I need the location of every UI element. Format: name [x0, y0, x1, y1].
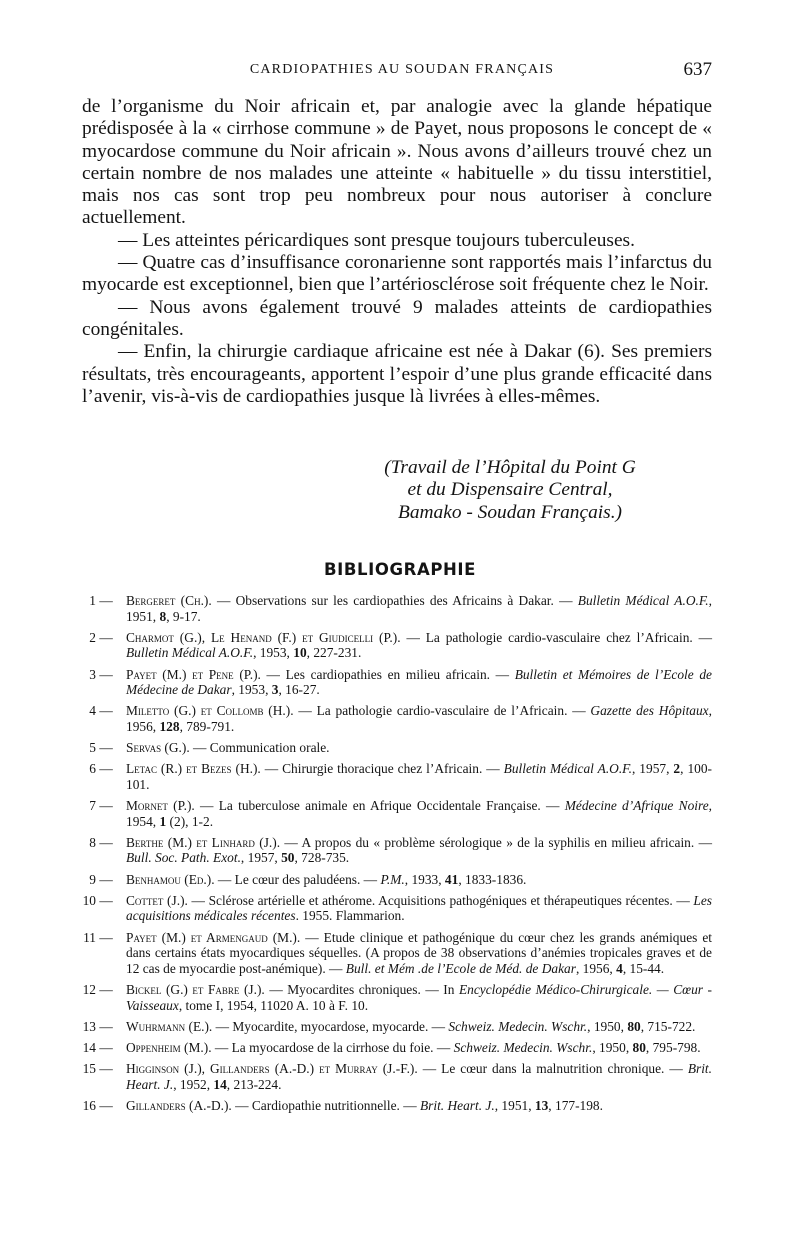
reference-pages: , 789-791.	[179, 718, 235, 734]
reference-title: — Etude clinique et pathogénique du cœur chez les grands anémiques et dans certains états myocardiques séquelles. (A propos de 38 observations d’anémies tropicales graves et de 12 cas de myocardie post-anémique). —	[126, 929, 713, 976]
reference-volume: 10	[293, 645, 307, 661]
reference-pages: , 1833-1836.	[458, 871, 527, 887]
reference-volume: 13	[534, 1097, 549, 1113]
reference-year: , 1953,	[253, 645, 294, 661]
reference-item	[82, 1061, 712, 1092]
reference-title: — Cardiopathie nutritionnelle. —	[231, 1097, 420, 1113]
reference-pages: , 9-17.	[166, 608, 201, 624]
reference-title: — Les cardiopathies en milieu africain. —	[260, 666, 515, 682]
reference-authors: Berthe (M.) et Linhard (J.).	[126, 834, 281, 850]
reference-number-label: 10	[82, 892, 96, 908]
reference-item	[82, 982, 712, 1013]
reference-pages: , 15-44.	[622, 960, 665, 976]
reference-title: — Myocardite, myocardose, myocarde. —	[212, 1018, 449, 1034]
reference-item	[82, 740, 712, 756]
reference-number-label: 6	[89, 761, 96, 777]
reference-year: , 1953,	[231, 682, 272, 698]
reference-volume: 41	[444, 871, 459, 887]
reference-year: , 1957,	[240, 850, 282, 866]
reference-authors: Payet (M.) et Pene (P.).	[126, 666, 261, 682]
reference-journal: Bull. Soc. Path. Exot.	[126, 850, 241, 866]
body-text	[82, 96, 712, 408]
reference-number: 9 —	[82, 872, 113, 888]
body-paragraph: — Les atteintes péricardiques sont presque toujours tuberculeuses.	[118, 229, 635, 251]
reference-item	[82, 1098, 712, 1114]
reference-volume: 80	[627, 1018, 641, 1034]
reference-authors: Letac (R.) et Bezes (H.).	[126, 761, 261, 777]
reference-list	[82, 593, 712, 1119]
reference-title: — Communication orale.	[189, 740, 330, 756]
reference-volume: 2	[673, 761, 681, 777]
reference-number: 7 —	[82, 798, 113, 814]
reference-year: , 1950,	[592, 1039, 633, 1055]
reference-item	[82, 893, 712, 924]
reference-title: — La pathologie cardio-vasculaire de l’Africain. —	[293, 703, 591, 719]
reference-number: 13 —	[82, 1018, 113, 1034]
reference-pages: , 227-231.	[306, 645, 362, 661]
reference-number: 10 —	[82, 892, 113, 908]
reference-number: 4 —	[82, 703, 113, 719]
reference-title: — Sclérose artérielle et athérome. Acquisitions pathogéniques et thérapeutiques récentes. —	[187, 892, 694, 908]
body-paragraph: — Nous avons également trouvé 9 malades atteints de cardiopathies congénitales.	[82, 296, 712, 340]
reference-item	[82, 1040, 712, 1056]
reference-item	[82, 930, 712, 977]
reference-volume: 50	[281, 850, 295, 866]
reference-number-label: 11	[83, 929, 96, 945]
reference-pages: (2), 1-2.	[166, 813, 214, 829]
running-title: CARDIOPATHIES AU SOUDAN FRANÇAIS	[249, 62, 555, 77]
reference-item	[82, 703, 712, 734]
reference-title: — La pathologie cardio-vasculaire chez l’Africain. —	[400, 629, 712, 645]
body-paragraph: — Quatre cas d’insuffisance coronarienne sont rapportés mais l’infarctus du myocarde est exceptionnel, bien que l’artériosclérose soit fréquente chez le Noir.	[82, 252, 712, 296]
reference-journal: Brit. Heart. J.	[126, 1061, 712, 1092]
reference-authors: Oppenheim (M.).	[126, 1039, 212, 1055]
reference-journal: Bulletin et Mémoires de l’Ecole de Médecine de Dakar	[126, 666, 712, 698]
reference-number-label: 12	[82, 982, 96, 997]
reference-number: 5 —	[82, 740, 113, 756]
reference-journal: Les acquisitions médicales récentes	[126, 892, 712, 924]
reference-number-label: 14	[82, 1039, 96, 1055]
reference-number: 8 —	[82, 835, 113, 851]
reference-authors: Payet (M.) et Armengaud (M.).	[126, 929, 301, 945]
reference-year: , 1954,	[126, 798, 713, 829]
reference-journal: Bull. et Mém .de l’Ecole de Méd. de Dakar	[345, 960, 576, 976]
page-number: 637	[683, 59, 712, 80]
reference-year: , 1951,	[126, 593, 712, 624]
reference-volume: 14	[213, 1076, 227, 1092]
body-paragraph: de l’organisme du Noir africain et, par analogie avec la glande hépatique prédisposée à la « cirrhose commune » de Payet, nous proposons le concept de « myocardose commune du Noir africain ». Nous avons d’ailleurs trouvé chez un certain nombre de nos malades une atteinte « habituelle » du tissu interstitiel, mais nos cas sont trop peu nombreux pour nous autoriser à conclure actuellement.	[82, 96, 712, 229]
reference-title: — La tuberculose animale en Afrique Occidentale Française. —	[194, 798, 565, 814]
reference-journal: Bulletin Médical A.O.F.	[577, 593, 709, 608]
reference-number-label: 13	[82, 1018, 96, 1034]
reference-item	[82, 667, 712, 698]
reference-journal: Bulletin Médical A.O.F.	[126, 645, 254, 661]
reference-pages: , 795-798.	[645, 1039, 701, 1055]
reference-authors: Charmot (G.), Le Henand (F.) et Giudicelli (P.).	[126, 629, 401, 645]
reference-authors: Cottet (J.).	[126, 892, 188, 908]
reference-number-label: 9	[89, 871, 96, 887]
reference-year: , 1952,	[173, 1076, 214, 1092]
signoff-line: (Travail de l’Hôpital du Point G	[384, 457, 636, 478]
reference-journal: P.M.	[380, 871, 405, 887]
reference-title: — Le cœur dans la malnutrition chronique. —	[417, 1061, 688, 1077]
reference-number: 2 —	[82, 630, 113, 646]
reference-title: — Le cœur des paludéens. —	[214, 871, 381, 887]
reference-item	[82, 761, 712, 792]
signoff-line: et du Dispensaire Central,	[407, 479, 613, 501]
reference-journal: Médecine d’Afrique Noire	[564, 798, 709, 814]
reference-authors: Bergeret (Ch.).	[126, 593, 212, 608]
reference-year: , 1950,	[587, 1018, 628, 1034]
reference-journal: Schweiz. Medecin. Wschr.	[453, 1039, 593, 1055]
reference-title: — Chirurgie thoracique chez l’Africain. —	[260, 761, 504, 777]
reference-number: 16 —	[82, 1097, 113, 1113]
reference-volume: 8	[159, 608, 167, 624]
bibliography-heading: BIBLIOGRAPHIE	[323, 560, 477, 579]
reference-number: 12 —	[82, 982, 113, 997]
reference-volume: 128	[159, 718, 180, 734]
reference-title: — La myocardose de la cirrhose du foie. —	[211, 1039, 454, 1055]
reference-year: , 1956,	[126, 703, 712, 734]
reference-pages: , 213-224.	[226, 1076, 282, 1092]
reference-pages: , 16-27.	[278, 682, 320, 698]
reference-number: 15 —	[82, 1061, 113, 1077]
reference-item	[82, 593, 712, 624]
signoff-line: Bamako - Soudan Français.)	[397, 501, 623, 523]
reference-year: , tome I, 1954, 11020 A. 10 à F. 10.	[178, 997, 369, 1013]
reference-item	[82, 630, 712, 661]
reference-authors: Miletto (G.) et Collomb (H.).	[126, 703, 294, 719]
reference-volume: 4	[616, 960, 623, 976]
reference-title: — A propos du « problème sérologique » de la syphilis en milieu africain. —	[280, 834, 712, 850]
reference-item	[82, 872, 712, 888]
reference-pages: , 100-101.	[126, 761, 712, 792]
reference-pages: , 728-735.	[294, 850, 350, 866]
reference-item	[82, 835, 712, 866]
reference-authors: Bickel (G.) et Fabre (J.).	[126, 982, 265, 997]
reference-title: — Observations sur les cardiopathies des Africains à Dakar. —	[211, 593, 578, 608]
reference-number: 6 —	[82, 761, 113, 777]
running-header	[82, 59, 712, 82]
reference-volume: 80	[632, 1039, 646, 1055]
reference-number-label: 15	[82, 1061, 96, 1077]
reference-authors: Mornet (P.).	[126, 798, 195, 814]
reference-authors: Servas (G.).	[126, 740, 190, 756]
reference-pages: , 177-198.	[548, 1097, 603, 1113]
reference-year: . 1955. Flammarion.	[295, 908, 405, 924]
reference-number: 3 —	[82, 667, 113, 683]
reference-number-label: 16	[82, 1097, 96, 1113]
reference-journal: Encyclopédie Médico-Chirurgicale. — Cœur - Vaisseaux	[126, 982, 713, 1013]
reference-number-label: 4	[89, 703, 96, 719]
reference-number-label: 7	[89, 798, 96, 814]
reference-number: 11 —	[83, 929, 113, 945]
reference-number-label: 8	[89, 834, 96, 850]
reference-authors: Benhamou (Ed.).	[126, 871, 215, 887]
reference-item	[82, 1019, 712, 1035]
reference-number: 14 —	[82, 1039, 113, 1055]
reference-volume: 1	[159, 813, 167, 829]
reference-authors: Wuhrmann (E.).	[126, 1018, 213, 1034]
reference-year: , 1933,	[404, 871, 445, 887]
reference-year: , 1956,	[575, 960, 617, 976]
reference-journal: Brit. Heart. J.	[419, 1097, 495, 1113]
body-paragraph: — Enfin, la chirurgie cardiaque africaine est née à Dakar (6). Ses premiers résultats, très encourageants, apportent l’espoir d’une plus grande efficacité dans l’avenir, vis-à-vis de cardiopathies jusque là livrées à elles-mêmes.	[82, 341, 712, 407]
reference-year: , 1957,	[631, 761, 674, 777]
institution-signoff	[300, 457, 720, 524]
reference-volume: 3	[271, 682, 279, 698]
reference-authors: Higginson (J.), Gillanders (A.-D.) et Murray (J.-F.).	[126, 1061, 418, 1077]
reference-journal: Bulletin Médical A.O.F.	[503, 761, 632, 777]
reference-number-label: 2	[89, 629, 96, 645]
reference-item	[82, 798, 712, 829]
reference-number-label: 1	[89, 593, 96, 608]
reference-title: — Myocardites chroniques. — In	[264, 982, 459, 997]
reference-journal: Gazette des Hôpitaux	[590, 703, 709, 719]
reference-year: , 1951,	[494, 1097, 535, 1113]
reference-journal: Schweiz. Medecin. Wschr.	[448, 1018, 588, 1034]
reference-number: 1 —	[82, 593, 113, 609]
reference-number-label: 3	[89, 666, 96, 682]
reference-pages: , 715-722.	[640, 1018, 696, 1034]
reference-number-label: 5	[89, 740, 96, 756]
reference-authors: Gillanders (A.-D.).	[126, 1097, 232, 1113]
